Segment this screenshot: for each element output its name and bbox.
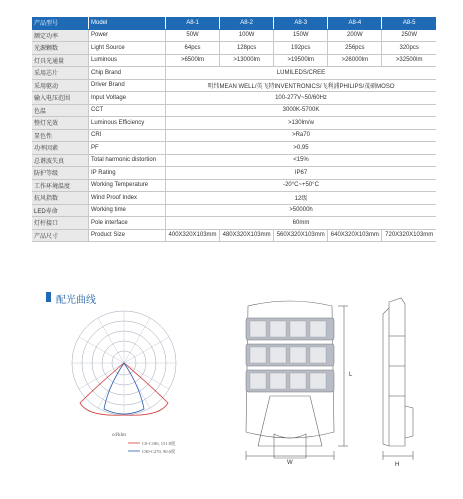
spec-value: 12级 [166, 192, 437, 205]
spec-value: 64pcs [166, 42, 220, 55]
spec-row [32, 179, 436, 192]
spec-label-zh: 功率因素 [32, 142, 89, 155]
spec-row [32, 142, 436, 155]
polar-section-title: 配光曲线 [56, 291, 96, 306]
spec-value: 250W [382, 29, 436, 42]
spec-row [32, 79, 436, 92]
spec-value: 100-277V~50/60Hz [166, 92, 437, 105]
dim-l-label: L [349, 372, 353, 378]
spec-label-zh: LED寿命 [32, 204, 89, 217]
polar-diagram [58, 305, 208, 475]
spec-label-zh: 工作环境温度 [32, 179, 89, 192]
spec-value: 640X320X103mm [328, 229, 382, 242]
spec-row [32, 167, 436, 180]
spec-row [32, 129, 436, 142]
spec-value: >50000h [166, 204, 437, 217]
polar-spoke [98, 318, 124, 363]
spec-label-zh: 色温 [32, 104, 89, 117]
spec-row [32, 217, 436, 230]
polar-legend [128, 440, 176, 455]
spec-label-zh: 整灯光效 [32, 117, 89, 130]
polar-spoke [79, 363, 124, 389]
spec-label-en: Chip Brand [89, 67, 166, 80]
spec-row [32, 229, 436, 242]
spec-value: LUMILEDS/CREE [166, 67, 437, 80]
spec-row [32, 29, 436, 42]
spec-value: 560X320X103mm [274, 229, 328, 242]
spec-label-en: Product Size [89, 229, 166, 242]
spec-label-en: Light Source [89, 42, 166, 55]
spec-label-en: Driver Brand [89, 79, 166, 92]
polar-spoke [124, 318, 150, 363]
spec-label-en: Luminous Efficiency [89, 117, 166, 130]
header-model-4: A8-4 [328, 17, 382, 29]
spec-label-en: Input Voltage [89, 92, 166, 105]
dim-h-label: H [395, 462, 400, 468]
spec-label-zh: 输入电压范围 [32, 92, 89, 105]
spec-value: 480X320X103mm [220, 229, 274, 242]
header-product-model-zh: 产品型号 [32, 17, 89, 29]
spec-value: 400X320X103mm [166, 229, 220, 242]
spec-row [32, 104, 436, 117]
spec-label-zh: 额定功率 [32, 29, 89, 42]
spec-value: 3000K-5700K [166, 104, 437, 117]
spec-label-en: Total harmonic distortion [89, 154, 166, 167]
front-view-drawing [230, 296, 360, 476]
spec-value: >6500lm [166, 54, 220, 67]
spec-label-zh: 采用芯片 [32, 67, 89, 80]
spec-row [32, 192, 436, 205]
spec-value: 128pcs [220, 42, 274, 55]
spec-header-row [32, 17, 436, 29]
spec-label-zh: 抗风指数 [32, 192, 89, 205]
spec-value: 50W [166, 29, 220, 42]
spec-value: >32500lm [382, 54, 436, 67]
side-view-drawing [375, 296, 445, 476]
spec-label-en: Working Temperature [89, 179, 166, 192]
spec-value: <15% [166, 154, 437, 167]
header-model-en: Model [89, 17, 166, 29]
legend-c90: C90-C270, 90.6度 [142, 449, 176, 454]
header-model-3: A8-3 [274, 17, 328, 29]
spec-label-zh: 总谐波失真 [32, 154, 89, 167]
spec-label-zh: 产品尺寸 [32, 229, 89, 242]
spec-row [32, 42, 436, 55]
spec-value: 60mm [166, 217, 437, 230]
spec-label-zh: 灯具光通量 [32, 54, 89, 67]
polar-spoke [79, 337, 124, 363]
spec-value: 720X320X103mm [382, 229, 436, 242]
spec-row [32, 154, 436, 167]
spec-label-en: Wind Proof Index [89, 192, 166, 205]
spec-value: 320pcs [382, 42, 436, 55]
spec-label-en: IP Rating [89, 167, 166, 180]
spec-value: >0.95 [166, 142, 437, 155]
header-model-5: A8-5 [382, 17, 436, 29]
spec-label-en: Luminous [89, 54, 166, 67]
spec-label-zh: 采用驱动 [32, 79, 89, 92]
spec-row [32, 54, 436, 67]
spec-value: -20°C~+50°C [166, 179, 437, 192]
spec-value: >26000lm [328, 54, 382, 67]
spec-value: >130lm/w [166, 117, 437, 130]
polar-spoke [124, 337, 169, 363]
spec-value: 200W [328, 29, 382, 42]
spec-row [32, 67, 436, 80]
header-model-2: A8-2 [220, 17, 274, 29]
spec-label-en: CCT [89, 104, 166, 117]
spec-value: >13000lm [220, 54, 274, 67]
spec-label-en: CRI [89, 129, 166, 142]
spec-value: 100W [220, 29, 274, 42]
polar-unit-label: cd/klm [112, 433, 126, 438]
spec-table [32, 17, 436, 242]
spec-label-en: Working time [89, 204, 166, 217]
header-model-1: A8-1 [166, 17, 220, 29]
spec-label-zh: 光源颗数 [32, 42, 89, 55]
spec-value: >Ra70 [166, 129, 437, 142]
spec-value: 150W [274, 29, 328, 42]
spec-label-en: Power [89, 29, 166, 42]
polar-spoke [124, 363, 169, 389]
legend-c0: C0-C180, 151.8度 [142, 441, 176, 446]
spec-label-en: Pole interface [89, 217, 166, 230]
spec-label-zh: 灯杆接口 [32, 217, 89, 230]
spec-value: >19500lm [274, 54, 328, 67]
spec-row [32, 92, 436, 105]
spec-label-zh: 显色性 [32, 129, 89, 142]
spec-row [32, 204, 436, 217]
spec-row [32, 117, 436, 130]
spec-value: 256pcs [328, 42, 382, 55]
spec-value: 明纬MEAN WELL/英飞特INVENTRONICS/飞利浦PHILIPS/茂硕MOSO [166, 79, 437, 92]
spec-value: IP67 [166, 167, 437, 180]
spec-label-en: PF [89, 142, 166, 155]
spec-value: 192pcs [274, 42, 328, 55]
dim-w-label: W [287, 460, 293, 466]
spec-label-zh: 防护等级 [32, 167, 89, 180]
